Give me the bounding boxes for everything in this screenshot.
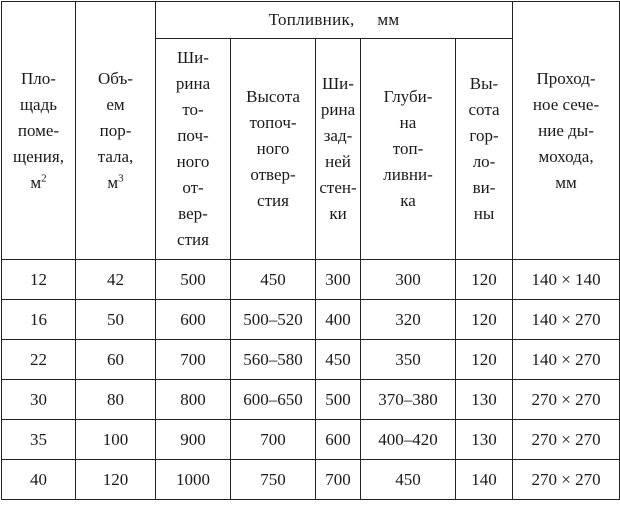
header-fuel-height: Вы- сота гор- ло- ви- ны xyxy=(456,39,513,260)
table-cell: 140 xyxy=(456,460,513,500)
table-cell: 560–580 xyxy=(231,340,316,380)
header-firebox-depth: Глуби- на топ- ливни- ка xyxy=(361,39,456,260)
table-cell: 900 xyxy=(156,420,231,460)
header-firebox-group: Топливник, мм xyxy=(156,2,513,39)
table-row xyxy=(2,380,620,420)
table-cell: 450 xyxy=(361,460,456,500)
table-cell: 120 xyxy=(456,300,513,340)
table-cell: 270 × 270 xyxy=(513,420,620,460)
table-cell: 42 xyxy=(76,260,156,300)
table-cell: 400 xyxy=(316,300,361,340)
table-cell: 60 xyxy=(76,340,156,380)
header-firebox-height: Высота топоч- ного отвер- стия xyxy=(231,39,316,260)
table-cell: 140 × 140 xyxy=(513,260,620,300)
table-cell: 400–420 xyxy=(361,420,456,460)
table-cell: 600 xyxy=(316,420,361,460)
table-cell: 300 xyxy=(361,260,456,300)
table-cell: 300 xyxy=(316,260,361,300)
table-cell: 80 xyxy=(76,380,156,420)
table-cell: 130 xyxy=(456,420,513,460)
table-cell: 500–520 xyxy=(231,300,316,340)
table-cell: 600–650 xyxy=(231,380,316,420)
table-cell: 450 xyxy=(231,260,316,300)
table-cell: 30 xyxy=(2,380,76,420)
table-cell: 700 xyxy=(316,460,361,500)
table-cell: 16 xyxy=(2,300,76,340)
table-cell: 100 xyxy=(76,420,156,460)
table-cell: 270 × 270 xyxy=(513,460,620,500)
table-cell: 320 xyxy=(361,300,456,340)
table-cell: 750 xyxy=(231,460,316,500)
table-cell: 40 xyxy=(2,460,76,500)
header-portal-volume: Объ- ем пор- тала, $м^3$ xyxy=(76,2,156,260)
table-cell: 50 xyxy=(76,300,156,340)
table-row xyxy=(2,340,620,380)
table-cell: 800 xyxy=(156,380,231,420)
table-row xyxy=(2,420,620,460)
table-cell: 500 xyxy=(156,260,231,300)
table-cell: 35 xyxy=(2,420,76,460)
table-cell: 700 xyxy=(156,340,231,380)
table-cell: 1000 xyxy=(156,460,231,500)
table-cell: 500 xyxy=(316,380,361,420)
table-cell: 12 xyxy=(2,260,76,300)
table-cell: 350 xyxy=(361,340,456,380)
table-cell: 600 xyxy=(156,300,231,340)
table-cell: 120 xyxy=(456,260,513,300)
table-cell: 450 xyxy=(316,340,361,380)
table-row xyxy=(2,460,620,500)
header-flue-section: Проход- ное сече- ние ды- мохода, мм xyxy=(513,2,620,260)
table-row xyxy=(2,260,620,300)
table-cell: 140 × 270 xyxy=(513,300,620,340)
table-cell: 120 xyxy=(456,340,513,380)
table-cell: 22 xyxy=(2,340,76,380)
table-row xyxy=(2,300,620,340)
table-cell: 370–380 xyxy=(361,380,456,420)
table-cell: 130 xyxy=(456,380,513,420)
fireplace-dimensions-table xyxy=(1,1,620,500)
table-cell: 120 xyxy=(76,460,156,500)
header-firebox-width: Ши- рина то- поч- ного от- вер- стия xyxy=(156,39,231,260)
table-cell: 270 × 270 xyxy=(513,380,620,420)
header-back-wall-width: Ши- рина зад- ней стен- ки xyxy=(316,39,361,260)
table-cell: 700 xyxy=(231,420,316,460)
table-cell: 140 × 270 xyxy=(513,340,620,380)
header-room-area: Пло- щадь поме- щения, $м^2$ xyxy=(2,2,76,260)
